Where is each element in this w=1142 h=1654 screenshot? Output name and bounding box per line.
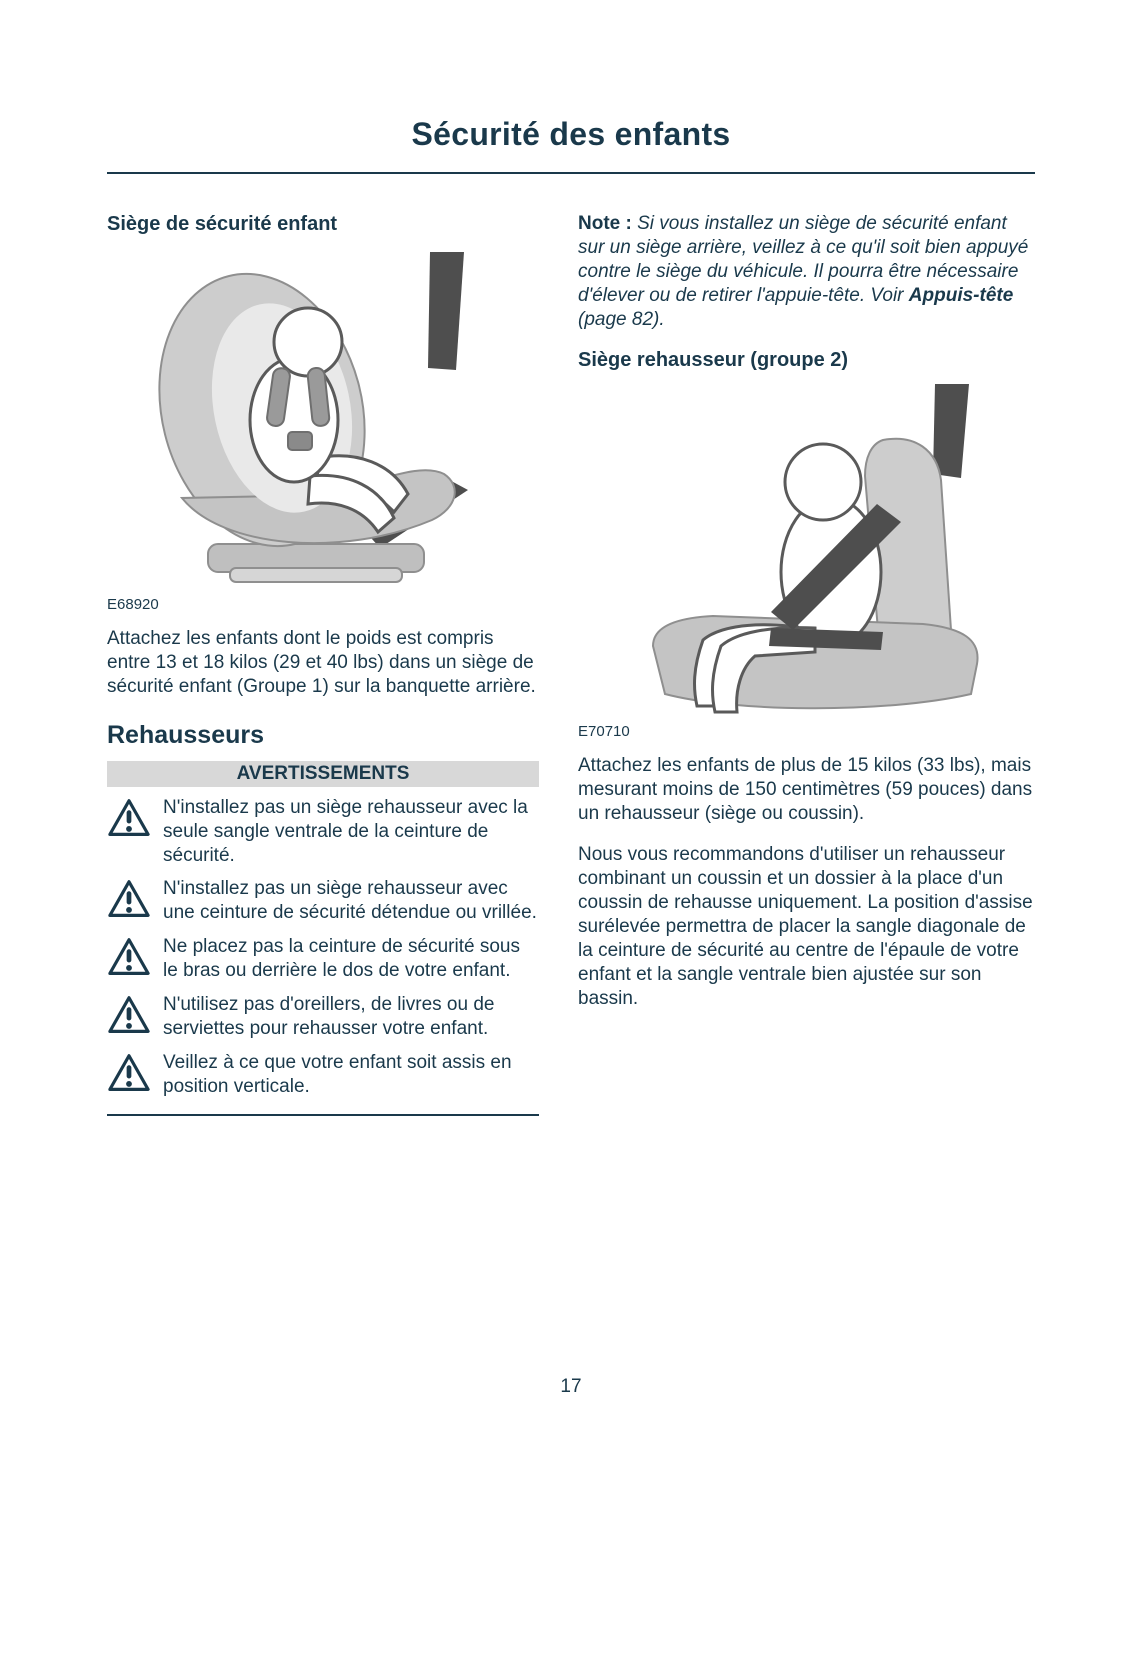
left-column xyxy=(107,212,539,1116)
heading-child-safety-seat: Siège de sécurité enfant xyxy=(107,213,338,235)
booster-seat-illustration xyxy=(578,382,1028,717)
warning-triangle-icon xyxy=(107,1051,153,1100)
heading-boosters: Rehausseurs xyxy=(107,721,265,749)
warning-text: Ne placez pas la ceinture de sécurité sous le bras ou derrière le dos de votre enfant. xyxy=(163,936,520,981)
figure-booster-seat xyxy=(578,382,1036,741)
figure-code: E68920 xyxy=(107,596,159,613)
figure-child-safety-seat xyxy=(107,250,539,614)
page-number: 17 xyxy=(560,1376,582,1397)
right-column xyxy=(578,212,1036,1011)
note-cross-reference: Appuis-tête xyxy=(908,285,1014,306)
warning-item xyxy=(107,993,539,1042)
warning-triangle-icon xyxy=(107,935,153,984)
figure-code: E70710 xyxy=(578,723,630,740)
warning-text: N'installez pas un siège rehausseur avec une ceinture de sécurité détendue ou vrillée. xyxy=(163,878,537,923)
warning-item xyxy=(107,1051,539,1100)
note-label: Note : xyxy=(578,213,632,234)
warning-triangle-icon xyxy=(107,796,153,845)
note-tail: (page 82). xyxy=(578,309,665,330)
paragraph-booster-1: Attachez les enfants de plus de 15 kilos (33 lbs), mais mesurant moins de 150 centimètres (59 pouces) dans un rehausseur (siège ou coussin). xyxy=(578,755,1033,824)
note-paragraph xyxy=(578,212,1036,332)
warning-item xyxy=(107,877,539,926)
warning-text: N'utilisez pas d'oreillers, de livres ou de serviettes pour rehausser votre enfant. xyxy=(163,994,495,1039)
page-title: Sécurité des enfants xyxy=(411,116,731,152)
warnings-bottom-rule xyxy=(107,1114,539,1116)
note-body: Si vous installez un siège de sécurité enfant sur un siège arrière, veillez à ce qu'il soit bien appuyé contre le siège du véhicule. Il pourra être nécessaire d'élever ou de retirer l'appuie-tête. Voir xyxy=(578,213,1029,306)
warning-text: N'installez pas un siège rehausseur avec la seule sangle ventrale de la ceinture de sécurité. xyxy=(163,797,528,866)
title-rule xyxy=(107,172,1035,174)
warning-item xyxy=(107,935,539,984)
warning-text: Veillez à ce que votre enfant soit assis en position verticale. xyxy=(163,1052,512,1097)
warning-triangle-icon xyxy=(107,993,153,1042)
warning-item xyxy=(107,796,539,868)
child-safety-seat-illustration xyxy=(107,250,517,590)
heading-booster-group2: Siège rehausseur (groupe 2) xyxy=(578,349,849,371)
warnings-header: AVERTISSEMENTS xyxy=(107,761,539,787)
paragraph-booster-2: Nous vous recommandons d'utiliser un rehausseur combinant un coussin et un dossier à la place d'un coussin de rehausse uniquement. La position d'assise surélevée permettra de placer la sangle diagonale de la ceinture de sécurité au centre de l'épaule de votre enfant et la sangle ventrale bien ajustée sur son bassin. xyxy=(578,844,1033,1009)
paragraph-child-seat: Attachez les enfants dont le poids est compris entre 13 et 18 kilos (29 et 40 lbs) dans un siège de sécurité enfant (Groupe 1) sur la banquette arrière. xyxy=(107,628,536,697)
warnings-block xyxy=(107,761,539,1116)
warning-triangle-icon xyxy=(107,877,153,926)
